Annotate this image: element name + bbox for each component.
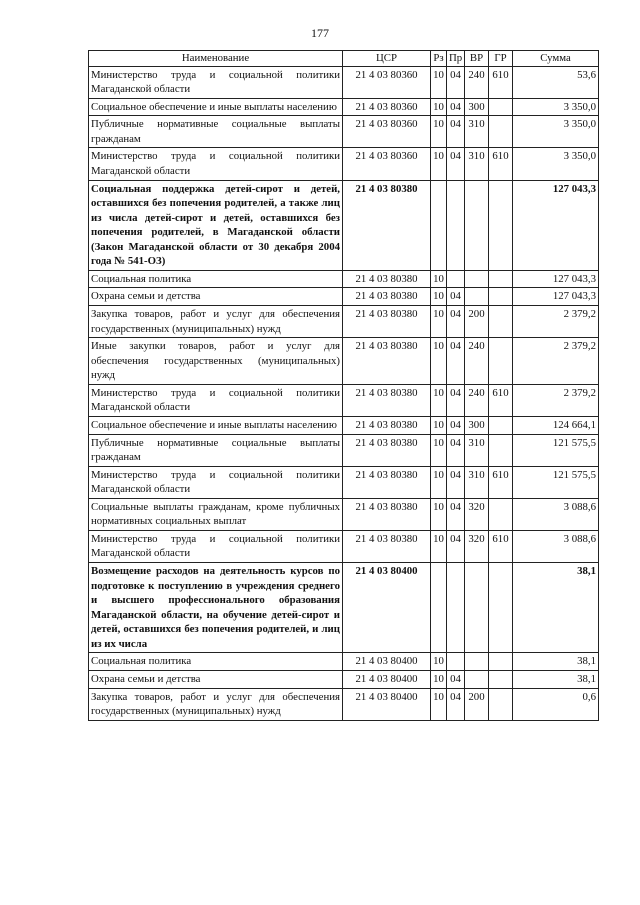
cell-name: Министерство труда и социальной политики Магаданской области xyxy=(89,384,343,416)
cell-csr: 21 4 03 80380 xyxy=(343,306,431,338)
cell-rz: 10 xyxy=(431,384,447,416)
cell-pr: 04 xyxy=(447,466,465,498)
cell-pr: 04 xyxy=(447,66,465,98)
cell-name: Публичные нормативные социальные выплаты гражданам xyxy=(89,434,343,466)
cell-vr xyxy=(465,653,489,671)
table-row xyxy=(89,98,599,116)
cell-csr: 21 4 03 80360 xyxy=(343,98,431,116)
cell-csr: 21 4 03 80380 xyxy=(343,416,431,434)
cell-sum: 121 575,5 xyxy=(513,434,599,466)
cell-csr: 21 4 03 80380 xyxy=(343,384,431,416)
cell-csr: 21 4 03 80380 xyxy=(343,288,431,306)
cell-gr: 610 xyxy=(489,148,513,180)
cell-gr: 610 xyxy=(489,384,513,416)
cell-pr: 04 xyxy=(447,416,465,434)
cell-vr: 240 xyxy=(465,66,489,98)
cell-rz: 10 xyxy=(431,688,447,720)
cell-pr xyxy=(447,180,465,270)
cell-vr: 310 xyxy=(465,148,489,180)
table-row xyxy=(89,530,599,562)
header-csr: ЦСР xyxy=(343,51,431,67)
cell-pr: 04 xyxy=(447,338,465,385)
cell-sum: 127 043,3 xyxy=(513,288,599,306)
cell-rz: 10 xyxy=(431,498,447,530)
cell-vr: 300 xyxy=(465,416,489,434)
cell-gr xyxy=(489,688,513,720)
cell-pr: 04 xyxy=(447,434,465,466)
cell-name: Закупка товаров, работ и услуг для обеспечения государственных (муниципальных) нужд xyxy=(89,688,343,720)
cell-rz: 10 xyxy=(431,288,447,306)
cell-pr: 04 xyxy=(447,148,465,180)
cell-sum: 38,1 xyxy=(513,563,599,653)
cell-sum: 3 350,0 xyxy=(513,98,599,116)
cell-csr: 21 4 03 80380 xyxy=(343,434,431,466)
cell-rz xyxy=(431,563,447,653)
cell-csr: 21 4 03 80400 xyxy=(343,653,431,671)
cell-vr: 200 xyxy=(465,688,489,720)
cell-vr: 240 xyxy=(465,338,489,385)
cell-pr: 04 xyxy=(447,384,465,416)
cell-sum: 53,6 xyxy=(513,66,599,98)
cell-name: Министерство труда и социальной политики Магаданской области xyxy=(89,148,343,180)
cell-gr xyxy=(489,653,513,671)
cell-name: Иные закупки товаров, работ и услуг для обеспечения государственных (муниципальных) нужд xyxy=(89,338,343,385)
table-row xyxy=(89,148,599,180)
table-row xyxy=(89,180,599,270)
page-number: 177 xyxy=(311,26,329,40)
cell-rz: 10 xyxy=(431,270,447,288)
cell-rz: 10 xyxy=(431,98,447,116)
cell-gr xyxy=(489,498,513,530)
cell-pr xyxy=(447,653,465,671)
cell-sum: 124 664,1 xyxy=(513,416,599,434)
cell-gr xyxy=(489,116,513,148)
cell-pr: 04 xyxy=(447,670,465,688)
cell-gr xyxy=(489,416,513,434)
cell-sum: 0,6 xyxy=(513,688,599,720)
cell-csr: 21 4 03 80380 xyxy=(343,466,431,498)
table-body xyxy=(89,66,599,720)
cell-sum: 38,1 xyxy=(513,653,599,671)
cell-csr: 21 4 03 80380 xyxy=(343,270,431,288)
cell-name: Публичные нормативные социальные выплаты гражданам xyxy=(89,116,343,148)
table-row xyxy=(89,270,599,288)
table-header-row xyxy=(89,51,599,67)
cell-sum: 3 088,6 xyxy=(513,530,599,562)
cell-csr: 21 4 03 80360 xyxy=(343,116,431,148)
cell-name: Социальное обеспечение и иные выплаты населению xyxy=(89,416,343,434)
cell-sum: 121 575,5 xyxy=(513,466,599,498)
cell-gr: 610 xyxy=(489,66,513,98)
cell-name: Социальная политика xyxy=(89,653,343,671)
cell-csr: 21 4 03 80400 xyxy=(343,563,431,653)
cell-rz xyxy=(431,180,447,270)
cell-pr: 04 xyxy=(447,530,465,562)
header-pr: Пр xyxy=(447,51,465,67)
cell-rz: 10 xyxy=(431,416,447,434)
table-row xyxy=(89,416,599,434)
cell-gr: 610 xyxy=(489,530,513,562)
cell-name: Министерство труда и социальной политики Магаданской области xyxy=(89,530,343,562)
cell-pr: 04 xyxy=(447,98,465,116)
cell-name: Социальные выплаты гражданам, кроме публичных нормативных социальных выплат xyxy=(89,498,343,530)
table-row xyxy=(89,670,599,688)
cell-gr xyxy=(489,338,513,385)
cell-rz: 10 xyxy=(431,434,447,466)
cell-sum: 2 379,2 xyxy=(513,384,599,416)
table-row xyxy=(89,563,599,653)
cell-csr: 21 4 03 80360 xyxy=(343,66,431,98)
cell-gr xyxy=(489,670,513,688)
cell-sum: 127 043,3 xyxy=(513,180,599,270)
table-row xyxy=(89,688,599,720)
cell-csr: 21 4 03 80360 xyxy=(343,148,431,180)
cell-csr: 21 4 03 80380 xyxy=(343,180,431,270)
cell-vr: 240 xyxy=(465,384,489,416)
cell-pr: 04 xyxy=(447,116,465,148)
cell-gr xyxy=(489,434,513,466)
cell-name: Министерство труда и социальной политики Магаданской области xyxy=(89,466,343,498)
cell-rz: 10 xyxy=(431,466,447,498)
header-rz: Рз xyxy=(431,51,447,67)
cell-rz: 10 xyxy=(431,653,447,671)
cell-vr: 310 xyxy=(465,434,489,466)
cell-csr: 21 4 03 80380 xyxy=(343,530,431,562)
cell-sum: 3 088,6 xyxy=(513,498,599,530)
cell-name: Охрана семьи и детства xyxy=(89,288,343,306)
table-row xyxy=(89,116,599,148)
cell-vr xyxy=(465,270,489,288)
header-gr: ГР xyxy=(489,51,513,67)
cell-sum: 38,1 xyxy=(513,670,599,688)
cell-gr: 610 xyxy=(489,466,513,498)
cell-name: Охрана семьи и детства xyxy=(89,670,343,688)
cell-gr xyxy=(489,563,513,653)
table-row xyxy=(89,653,599,671)
table-row xyxy=(89,434,599,466)
table-row xyxy=(89,466,599,498)
cell-name: Министерство труда и социальной политики Магаданской области xyxy=(89,66,343,98)
cell-csr: 21 4 03 80380 xyxy=(343,498,431,530)
cell-vr: 200 xyxy=(465,306,489,338)
cell-pr: 04 xyxy=(447,688,465,720)
cell-pr xyxy=(447,563,465,653)
cell-rz: 10 xyxy=(431,530,447,562)
cell-rz: 10 xyxy=(431,670,447,688)
cell-vr: 310 xyxy=(465,466,489,498)
cell-gr xyxy=(489,270,513,288)
cell-gr xyxy=(489,306,513,338)
cell-pr: 04 xyxy=(447,498,465,530)
cell-sum: 3 350,0 xyxy=(513,148,599,180)
cell-rz: 10 xyxy=(431,116,447,148)
cell-pr: 04 xyxy=(447,288,465,306)
cell-vr: 300 xyxy=(465,98,489,116)
table-row xyxy=(89,384,599,416)
cell-rz: 10 xyxy=(431,66,447,98)
cell-gr xyxy=(489,288,513,306)
cell-vr xyxy=(465,563,489,653)
budget-table xyxy=(88,50,599,721)
cell-name: Социальное обеспечение и иные выплаты населению xyxy=(89,98,343,116)
cell-vr xyxy=(465,288,489,306)
cell-sum: 2 379,2 xyxy=(513,338,599,385)
header-sum: Сумма xyxy=(513,51,599,67)
cell-csr: 21 4 03 80380 xyxy=(343,338,431,385)
cell-vr xyxy=(465,670,489,688)
cell-rz: 10 xyxy=(431,148,447,180)
table-row xyxy=(89,338,599,385)
cell-sum: 127 043,3 xyxy=(513,270,599,288)
cell-csr: 21 4 03 80400 xyxy=(343,670,431,688)
cell-name: Возмещение расходов на деятельность курсов по подготовке к поступлению в учреждения среднего и высшего профессионального образования Магаданской области, на обучение детей-сирот и детей, оставшихся без попечения родителей, и лиц из их числа xyxy=(89,563,343,653)
cell-sum: 2 379,2 xyxy=(513,306,599,338)
cell-gr xyxy=(489,98,513,116)
cell-gr xyxy=(489,180,513,270)
cell-rz: 10 xyxy=(431,338,447,385)
cell-sum: 3 350,0 xyxy=(513,116,599,148)
cell-vr xyxy=(465,180,489,270)
header-name: Наименование xyxy=(89,51,343,67)
table-row xyxy=(89,498,599,530)
cell-vr: 310 xyxy=(465,116,489,148)
cell-name: Социальная поддержка детей-сирот и детей, оставшихся без попечения родителей, а также лиц из числа детей-сирот и детей, оставшихся без попечения родителей, в Магаданской области (Закон Магаданской области от 30 декабря 2004 года № 541-ОЗ) xyxy=(89,180,343,270)
cell-csr: 21 4 03 80400 xyxy=(343,688,431,720)
cell-pr xyxy=(447,270,465,288)
cell-vr: 320 xyxy=(465,530,489,562)
cell-rz: 10 xyxy=(431,306,447,338)
cell-name: Закупка товаров, работ и услуг для обеспечения государственных (муниципальных) нужд xyxy=(89,306,343,338)
cell-vr: 320 xyxy=(465,498,489,530)
table-row xyxy=(89,66,599,98)
cell-pr: 04 xyxy=(447,306,465,338)
cell-name: Социальная политика xyxy=(89,270,343,288)
table-row xyxy=(89,288,599,306)
table-row xyxy=(89,306,599,338)
header-vr: ВР xyxy=(465,51,489,67)
